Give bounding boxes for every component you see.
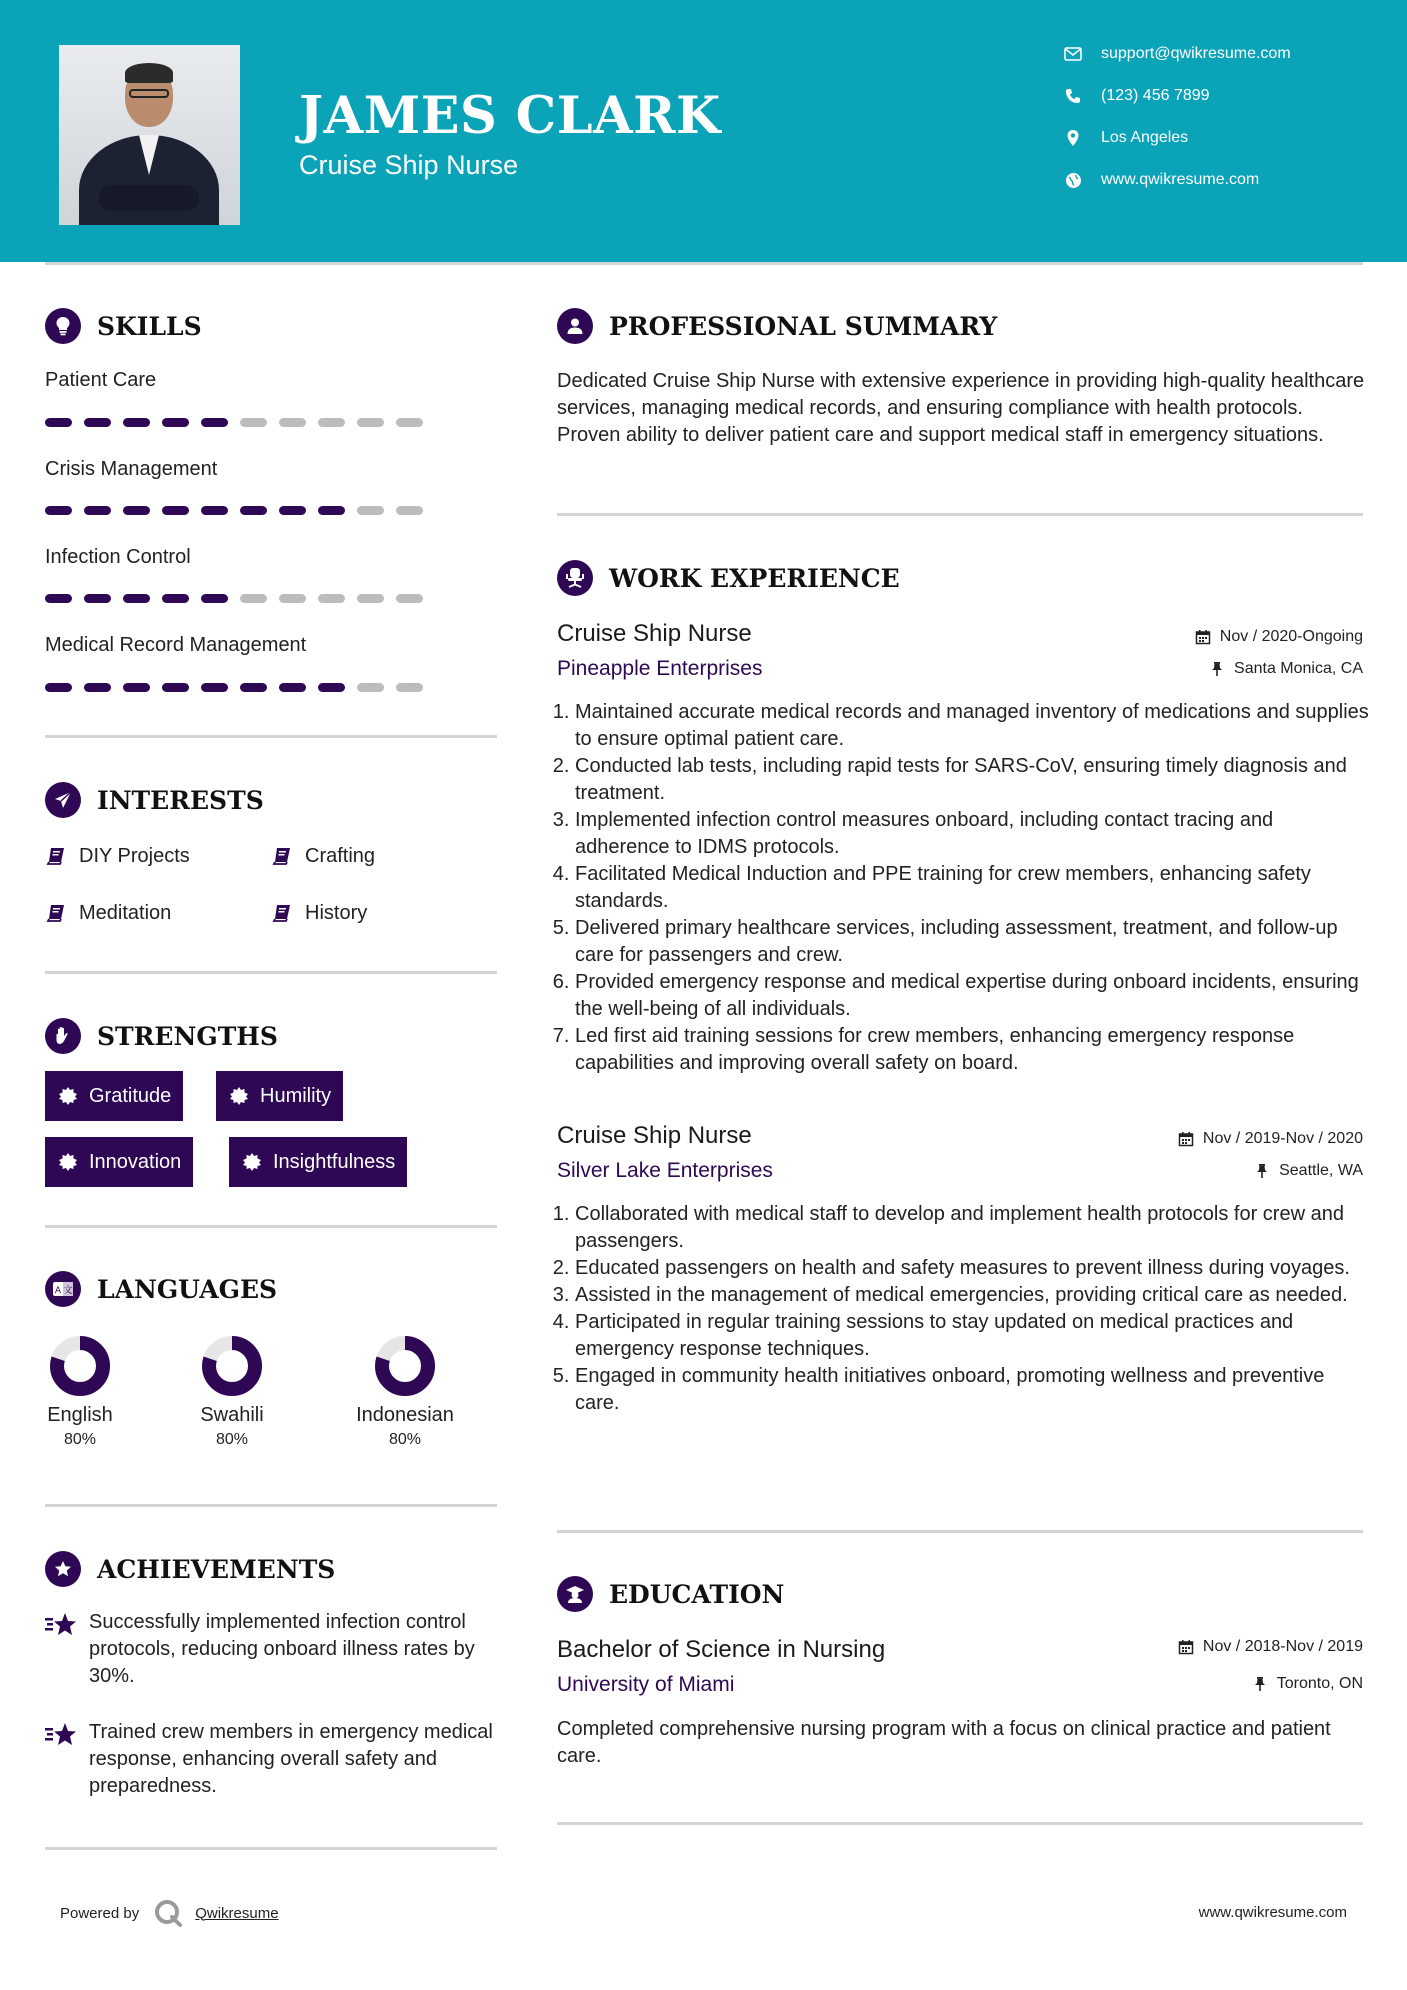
language-percent: 80% bbox=[388, 1431, 422, 1448]
strengths-heading: STRENGTHS bbox=[97, 1021, 278, 1051]
job-dates-text: Nov / 2020-Ongoing bbox=[1219, 628, 1363, 645]
badge-icon bbox=[57, 1151, 79, 1173]
candidate-name: JAMES CLARK bbox=[299, 86, 721, 146]
summary-heading: PROFESSIONAL SUMMARY bbox=[609, 311, 998, 341]
skill-dot-filled bbox=[240, 683, 267, 692]
skills-heading: SKILLS bbox=[97, 311, 202, 341]
experience-section-header bbox=[557, 558, 900, 598]
star-icon bbox=[45, 1611, 79, 1639]
skill-dot-filled bbox=[123, 594, 150, 603]
skill-dot-filled bbox=[123, 683, 150, 692]
job-responsibilities bbox=[557, 699, 1372, 1077]
education-location bbox=[1251, 1675, 1363, 1693]
education-description: Completed comprehensive nursing program with a focus on clinical practice and patient care. bbox=[557, 1718, 1331, 1767]
office-chair-icon bbox=[557, 560, 593, 596]
skill-dot-filled bbox=[123, 418, 150, 427]
company-name: Pineapple Enterprises bbox=[557, 657, 763, 680]
language-item bbox=[340, 1334, 470, 1449]
contact-phone[interactable] bbox=[1062, 84, 1392, 108]
header-divider bbox=[45, 262, 1363, 265]
badge-icon bbox=[57, 1085, 79, 1107]
strength-label: Insightfulness bbox=[273, 1150, 396, 1173]
interest-label: Meditation bbox=[79, 901, 172, 924]
skill-dot-filled bbox=[201, 418, 228, 427]
job-dates bbox=[1177, 1130, 1363, 1148]
skill-dot-empty bbox=[357, 594, 384, 603]
calendar-icon bbox=[1194, 628, 1212, 646]
skill-name: Crisis Management bbox=[45, 458, 218, 480]
strength-chip bbox=[216, 1071, 343, 1121]
skill-dot-filled bbox=[201, 683, 228, 692]
section-divider bbox=[45, 971, 497, 974]
job-dates-text: Nov / 2019-Nov / 2020 bbox=[1202, 1130, 1363, 1147]
user-icon bbox=[557, 308, 593, 344]
skill-dot-filled bbox=[279, 506, 306, 515]
education-dates-text: Nov / 2018-Nov / 2019 bbox=[1202, 1638, 1363, 1655]
interest-item bbox=[271, 899, 367, 927]
skill-name: Infection Control bbox=[45, 546, 191, 568]
degree-title: Bachelor of Science in Nursing bbox=[557, 1636, 886, 1663]
lightbulb-icon bbox=[45, 308, 81, 344]
achievement-text: Trained crew members in emergency medical response, enhancing overall safety and preparedness. bbox=[89, 1721, 493, 1797]
qwikresume-logo-icon bbox=[153, 1898, 183, 1928]
job-location bbox=[1208, 660, 1363, 678]
school-name: University of Miami bbox=[557, 1673, 735, 1696]
skill-dot-filled bbox=[45, 418, 72, 427]
section-divider bbox=[45, 1847, 497, 1850]
education-dates bbox=[1177, 1638, 1363, 1656]
summary-section-header bbox=[557, 306, 997, 346]
skill-dot-empty bbox=[318, 594, 345, 603]
skill-dot-filled bbox=[201, 506, 228, 515]
skill-dot-empty bbox=[240, 418, 267, 427]
profile-photo bbox=[59, 45, 240, 225]
section-divider bbox=[557, 1530, 1363, 1533]
responsibility-item: 7. Led first aid training sessions for crew members, enhancing emergency response capabilities and improving overall safety on board. bbox=[575, 1023, 1372, 1077]
interest-label: DIY Projects bbox=[79, 844, 190, 867]
company-name: Silver Lake Enterprises bbox=[557, 1159, 773, 1182]
interest-item bbox=[45, 899, 171, 927]
skill-dot-filled bbox=[162, 594, 189, 603]
responsibility-item: 1. Collaborated with medical staff to develop and implement health protocols for crew and passengers. bbox=[575, 1201, 1372, 1255]
skill-dot-empty bbox=[396, 594, 423, 603]
interest-item bbox=[271, 842, 375, 870]
svg-text:文: 文 bbox=[63, 1286, 73, 1296]
phone-icon bbox=[1062, 85, 1084, 107]
language-name: Indonesian bbox=[356, 1404, 454, 1426]
star-badge-icon bbox=[45, 1551, 81, 1587]
section-divider bbox=[45, 735, 497, 738]
skill-dot-filled bbox=[84, 683, 111, 692]
contact-email-text: support@qwikresume.com bbox=[1101, 45, 1291, 62]
achievement-text: Successfully implemented infection control protocols, reducing onboard illness rates by 30%. bbox=[89, 1611, 475, 1687]
paper-plane-icon bbox=[45, 782, 81, 818]
contact-location-text: Los Angeles bbox=[1101, 129, 1189, 146]
svg-text:A: A bbox=[54, 1286, 62, 1296]
summary-text: Dedicated Cruise Ship Nurse with extensive experience in providing high-quality healthcare services, managing medical records, and ensuring compliance with health protocols. Proven ability to deliver patient care and support medical staff in emergency situations. bbox=[557, 370, 1365, 446]
envelope-icon bbox=[1062, 43, 1084, 65]
interest-label: Crafting bbox=[305, 844, 376, 867]
skill-dot-filled bbox=[84, 594, 111, 603]
pushpin-icon bbox=[1251, 1675, 1269, 1693]
language-level-ring bbox=[48, 1334, 112, 1398]
badge-icon bbox=[241, 1151, 263, 1173]
strengths-section-header bbox=[45, 1016, 278, 1056]
skill-dot-filled bbox=[162, 683, 189, 692]
education-heading: EDUCATION bbox=[609, 1579, 785, 1609]
book-icon bbox=[45, 902, 67, 924]
interest-label: History bbox=[305, 901, 368, 924]
section-divider bbox=[45, 1225, 497, 1228]
footer-branding bbox=[60, 1898, 279, 1928]
section-divider bbox=[557, 513, 1363, 516]
skill-dot-filled bbox=[45, 506, 72, 515]
star-icon bbox=[45, 1721, 79, 1749]
skill-dot-filled bbox=[45, 683, 72, 692]
skill-dot-filled bbox=[123, 506, 150, 515]
language-level-ring bbox=[200, 1334, 264, 1398]
language-item bbox=[15, 1334, 145, 1449]
pushpin-icon bbox=[1208, 660, 1226, 678]
language-level-ring bbox=[373, 1334, 437, 1398]
skill-level-bar bbox=[45, 683, 423, 692]
skill-name: Patient Care bbox=[45, 369, 157, 391]
globe-icon bbox=[1062, 169, 1084, 191]
responsibility-item: 4. Facilitated Medical Induction and PPE training for crew members, enhancing safety standards. bbox=[575, 861, 1372, 915]
calendar-icon bbox=[1177, 1638, 1195, 1656]
powered-by-label: Powered by bbox=[60, 1904, 140, 1922]
badge-icon bbox=[228, 1085, 250, 1107]
strength-label: Gratitude bbox=[89, 1084, 172, 1107]
skill-dot-filled bbox=[84, 506, 111, 515]
interests-section-header bbox=[45, 780, 264, 820]
responsibility-item: 3. Assisted in the management of medical emergencies, providing critical care as needed. bbox=[575, 1282, 1372, 1309]
section-divider bbox=[45, 1504, 497, 1507]
language-percent: 80% bbox=[215, 1431, 249, 1448]
education-section-header bbox=[557, 1574, 784, 1614]
strength-label: Innovation bbox=[89, 1150, 182, 1173]
interests-heading: INTERESTS bbox=[97, 785, 264, 815]
language-name: English bbox=[47, 1404, 113, 1426]
achievements-section-header bbox=[45, 1549, 335, 1589]
strength-label: Humility bbox=[260, 1084, 332, 1107]
interest-item bbox=[45, 842, 190, 870]
skill-dot-empty bbox=[240, 594, 267, 603]
skill-level-bar bbox=[45, 418, 423, 427]
skill-dot-empty bbox=[279, 418, 306, 427]
language-item bbox=[167, 1334, 297, 1449]
job-title: Cruise Ship Nurse bbox=[557, 1122, 752, 1149]
skill-dot-filled bbox=[318, 506, 345, 515]
skill-dot-filled bbox=[162, 506, 189, 515]
responsibility-item: 6. Provided emergency response and medical expertise during onboard incidents, ensuring the well-being of all individuals. bbox=[575, 969, 1372, 1023]
language-name: Swahili bbox=[200, 1404, 264, 1426]
book-icon bbox=[271, 902, 293, 924]
contact-location bbox=[1062, 126, 1392, 150]
skill-dot-filled bbox=[318, 683, 345, 692]
achievement-item bbox=[45, 1609, 495, 1690]
education-location-text: Toronto, ON bbox=[1276, 1675, 1363, 1692]
job-location-text: Santa Monica, CA bbox=[1234, 660, 1363, 677]
skill-dot-empty bbox=[396, 506, 423, 515]
skill-dot-empty bbox=[279, 594, 306, 603]
job-dates bbox=[1194, 628, 1363, 646]
job-location-text: Seattle, WA bbox=[1279, 1162, 1363, 1179]
skill-dot-filled bbox=[279, 683, 306, 692]
skill-dot-filled bbox=[201, 594, 228, 603]
skill-dot-empty bbox=[357, 683, 384, 692]
strength-chip bbox=[229, 1137, 407, 1187]
skill-dot-empty bbox=[396, 683, 423, 692]
graduate-icon bbox=[557, 1576, 593, 1612]
resume-header bbox=[0, 0, 1407, 262]
skill-dot-empty bbox=[396, 418, 423, 427]
raised-hand-icon bbox=[45, 1018, 81, 1054]
responsibility-item: 3. Implemented infection control measures onboard, including contact tracing and adherence to IDMS protocols. bbox=[575, 807, 1372, 861]
responsibility-item: 5. Delivered primary healthcare services, including assessment, treatment, and follow-up care for passengers and crew. bbox=[575, 915, 1372, 969]
achievement-item bbox=[45, 1719, 495, 1800]
contact-phone-text: (123) 456 7899 bbox=[1101, 87, 1210, 104]
achievements-heading: ACHIEVEMENTS bbox=[97, 1554, 336, 1584]
skills-section-header bbox=[45, 306, 202, 346]
footer-url[interactable]: www.qwikresume.com bbox=[1198, 1904, 1347, 1921]
responsibility-item: 4. Participated in regular training sessions to stay updated on medical practices and emergency response techniques. bbox=[575, 1309, 1372, 1363]
languages-section-header bbox=[45, 1269, 277, 1309]
strength-chip bbox=[45, 1137, 193, 1187]
skill-level-bar bbox=[45, 506, 423, 515]
skill-dot-empty bbox=[357, 506, 384, 515]
qwikresume-link[interactable]: Qwikresume bbox=[195, 1904, 279, 1922]
contact-email[interactable] bbox=[1062, 42, 1392, 66]
job-location bbox=[1253, 1162, 1363, 1180]
skill-dot-filled bbox=[84, 418, 111, 427]
experience-heading: WORK EXPERIENCE bbox=[609, 563, 900, 593]
language-icon bbox=[45, 1271, 81, 1307]
skill-dot-empty bbox=[357, 418, 384, 427]
job-responsibilities bbox=[557, 1201, 1372, 1417]
book-icon bbox=[45, 845, 67, 867]
skill-dot-filled bbox=[162, 418, 189, 427]
responsibility-item: 2. Conducted lab tests, including rapid tests for SARS-CoV, ensuring timely diagnosis and treatment. bbox=[575, 753, 1372, 807]
strength-chip bbox=[45, 1071, 183, 1121]
skill-dot-filled bbox=[45, 594, 72, 603]
responsibility-item: 5. Engaged in community health initiatives onboard, promoting wellness and preventive care. bbox=[575, 1363, 1372, 1417]
candidate-title: Cruise Ship Nurse bbox=[299, 150, 519, 180]
location-pin-icon bbox=[1062, 127, 1084, 149]
book-icon bbox=[271, 845, 293, 867]
languages-heading: LANGUAGES bbox=[97, 1274, 278, 1304]
job-title: Cruise Ship Nurse bbox=[557, 620, 752, 647]
language-percent: 80% bbox=[63, 1431, 97, 1448]
section-divider bbox=[557, 1822, 1363, 1825]
skill-dot-filled bbox=[240, 506, 267, 515]
calendar-icon bbox=[1177, 1130, 1195, 1148]
skill-dot-empty bbox=[318, 418, 345, 427]
contact-website[interactable] bbox=[1062, 168, 1392, 192]
responsibility-item: 2. Educated passengers on health and safety measures to prevent illness during voyages. bbox=[575, 1255, 1372, 1282]
skill-name: Medical Record Management bbox=[45, 634, 307, 656]
pushpin-icon bbox=[1253, 1162, 1271, 1180]
responsibility-item: 1. Maintained accurate medical records and managed inventory of medications and supplies to ensure optimal patient care. bbox=[575, 699, 1372, 753]
skill-level-bar bbox=[45, 594, 423, 603]
contact-website-text: www.qwikresume.com bbox=[1101, 171, 1260, 188]
